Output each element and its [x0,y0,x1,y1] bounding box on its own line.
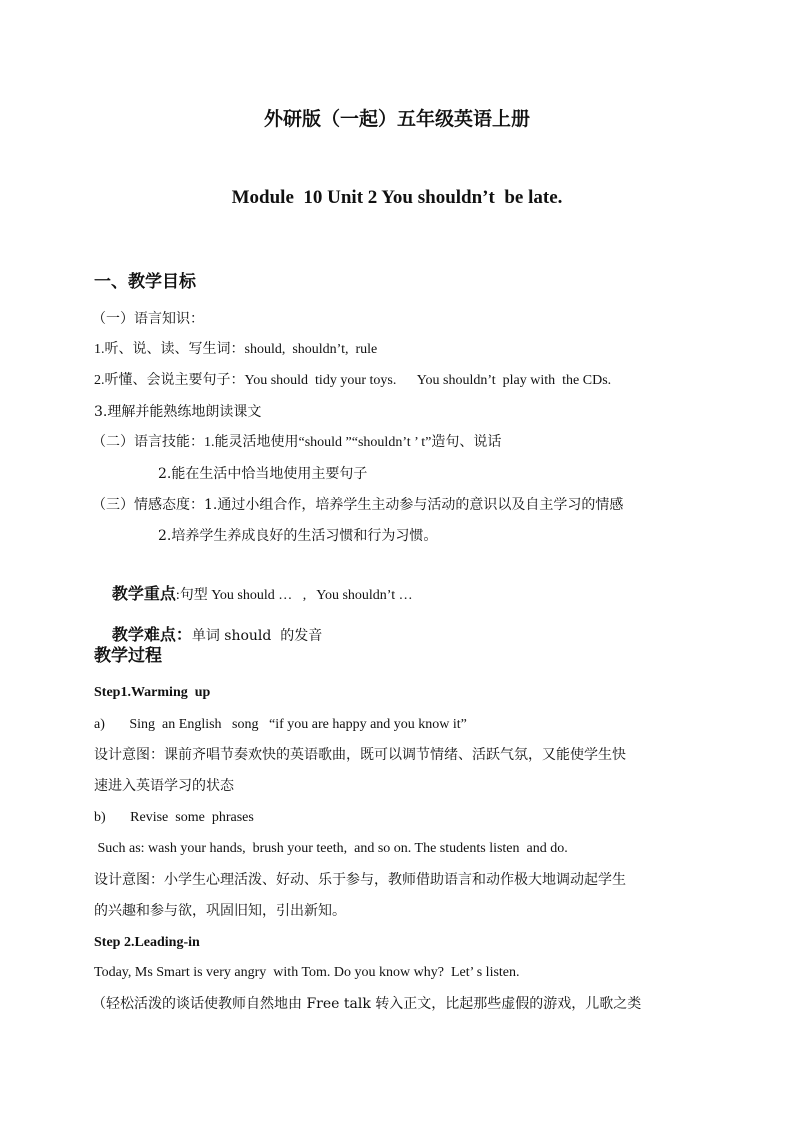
objective-attitude-line-1: （三）情感态度：1.通过小组合作，培养学生主动参与活动的意识以及自主学习的情感 [92,497,624,513]
step1-b-text: Such as: wash your hands, brush your teeth, and so on. The students listen and do. [94,841,568,856]
step1-item-b: b) Revise some phrases [94,810,254,825]
difficult-point-label: 教学难点： [111,625,192,644]
key-point-text: :句型 You should … , You shouldn’t … [175,588,413,603]
objective-skills-line-2: 2.能在生活中恰当地使用主要句子 [158,466,368,482]
objective-knowledge-heading: （一）语言知识： [92,311,204,327]
step1-heading: Step1.Warming up [94,685,211,700]
step1-a-design-line-1: 设计意图：课前齐唱节奏欢快的英语歌曲，既可以调节情绪、活跃气氛，又能使学生快 [94,747,626,763]
step1-b-design-line-2: 的兴趣和参与欲，巩固旧知，引出新知。 [94,903,346,919]
section-heading-process: 教学过程 [94,646,162,666]
lesson-title: Module 10 Unit 2 You shouldn’t be late. [231,187,563,208]
objective-attitude-line-2: 2.培养学生养成良好的生活习惯和行为习惯。 [158,528,438,544]
step2-text: Today, Ms Smart is very angry with Tom. Do you know why? Let’ s listen. [94,965,520,980]
objective-item-3: 3.理解并能熟练地朗读课文 [94,404,262,420]
document-title: 外研版（一起）五年级英语上册 [263,108,530,130]
step2-heading: Step 2.Leading-in [94,935,200,950]
objective-item-2: 2.听懂、会说主要句子：You should tidy your toys. You shouldn’t play with the CDs. [94,373,612,388]
objective-skills-line-1: （二）语言技能：1.能灵活地使用“should ”“shouldn’t ’ t”造句、说话 [92,435,502,450]
step1-item-a: a) Sing an English song “if you are happy and you know it” [94,717,467,732]
key-point-label: 教学重点 [111,584,176,603]
section-heading-objectives: 一、教学目标 [94,272,196,292]
step1-b-design-line-1: 设计意图：小学生心理活泼、好动、乐于参与，教师借助语言和动作极大地调动起学生 [94,872,626,888]
step2-design-line: （轻松活泼的谈话使教师自然地由 Free talk 转入正文，比起那些虚假的游戏，儿歌之类 [92,996,642,1012]
objective-item-1: 1.听、说、读、写生词：should, shouldn’t, rule [94,342,378,357]
difficult-point-text: 单词 should 的发音 [191,628,323,644]
step1-a-design-line-2: 速进入英语学习的状态 [94,778,234,794]
